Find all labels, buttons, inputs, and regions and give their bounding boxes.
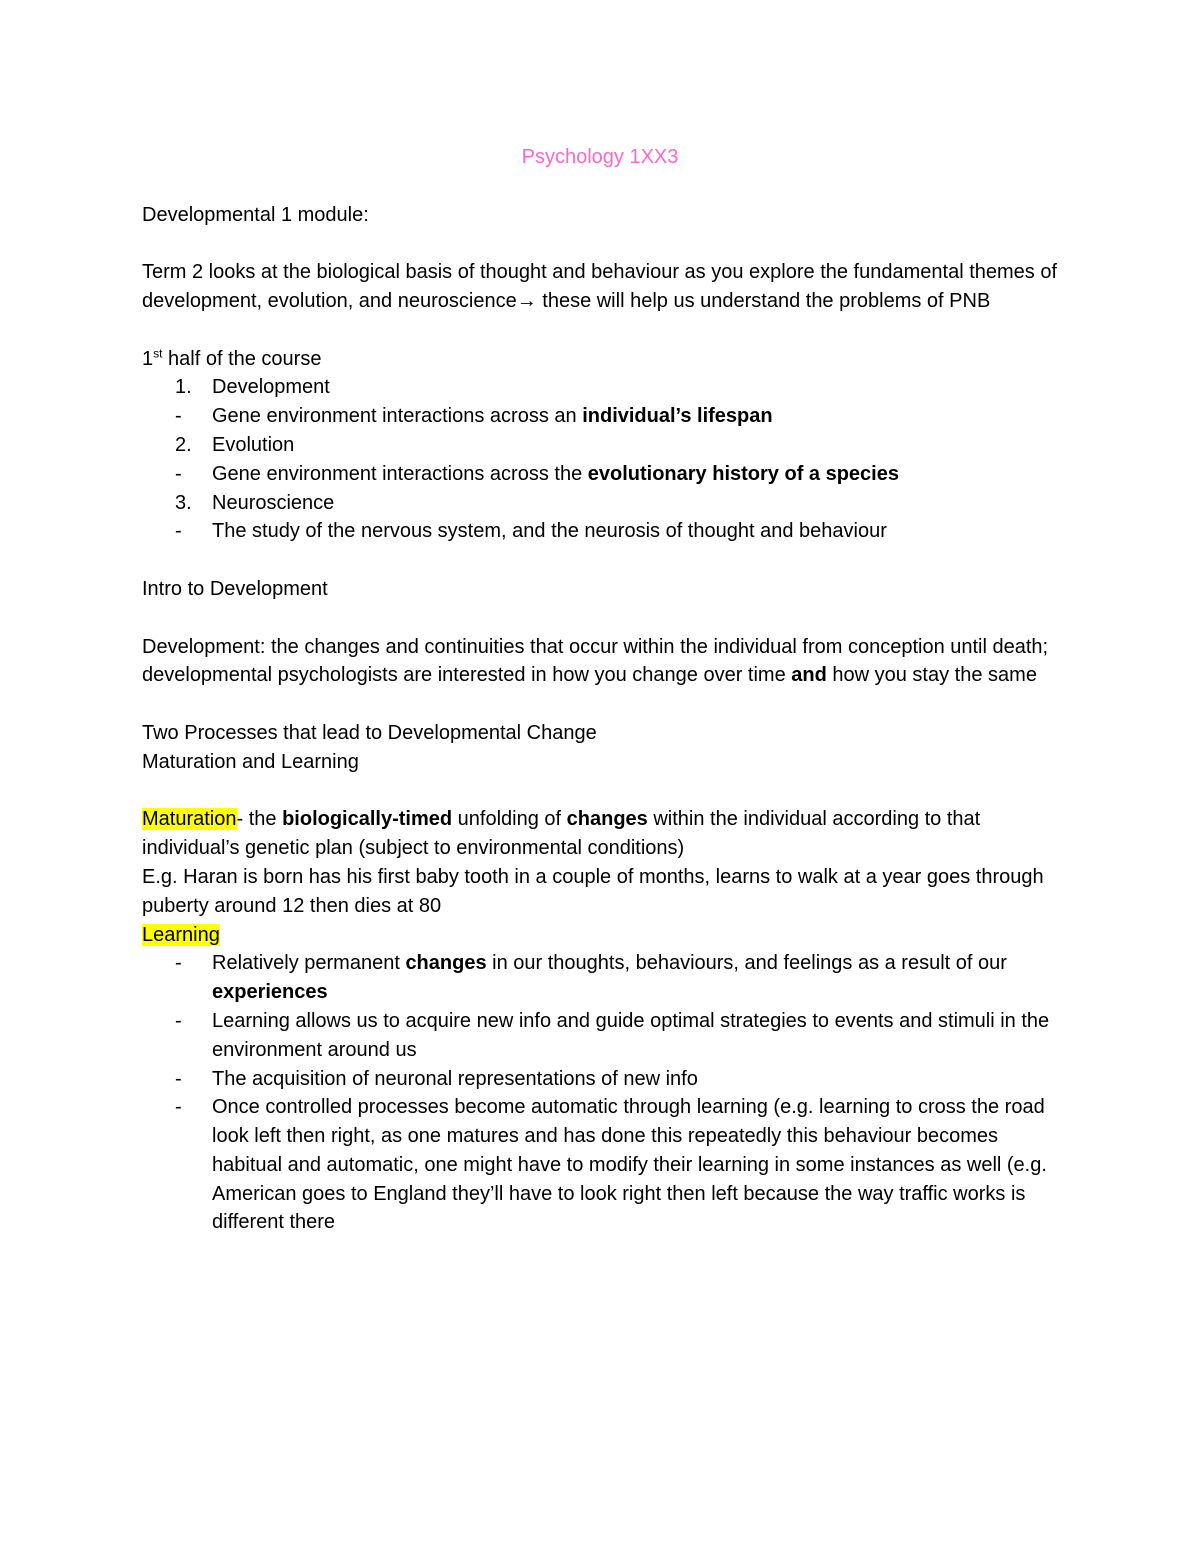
intro-heading: Intro to Development [142, 577, 328, 600]
learning-list [142, 949, 1072, 1237]
learning-term: Learning [142, 923, 220, 946]
list-item: - Learning allows us to acquire new info and guide optimal strategies to events and stimuli in the environment around us [175, 1009, 1050, 1061]
first-half-heading: 1st half of the course [142, 345, 322, 370]
document-body [142, 143, 1072, 1237]
maturation-learning-heading: Maturation and Learning [142, 750, 359, 773]
list-item: - Relatively permanent changes in our thoughts, behaviours, and feelings as a result of our experiences [175, 952, 1007, 1004]
list-item: 2. Evolution [175, 433, 295, 456]
course-outline-list [142, 373, 1072, 546]
list-item: - Gene environment interactions across the evolutionary history of a species [175, 462, 899, 485]
maturation-term: Maturation [142, 808, 237, 831]
term-intro-text: Term 2 looks at the biological basis of thought and behaviour as you explore the fundamental themes of development, evolution, and neuroscience [142, 261, 1058, 312]
list-item: - Gene environment interactions across an individual’s lifespan [175, 405, 773, 428]
two-processes-heading: Two Processes that lead to Developmental Change [142, 721, 597, 744]
list-item: - The study of the nervous system, and the neurosis of thought and behaviour [175, 520, 887, 543]
document-title: Psychology 1XX3 [521, 146, 679, 168]
maturation-definition: Maturation- the biologically-timed unfolding of changes within the individual according to that individual’s genetic plan (subject to environmental conditions) [142, 808, 981, 860]
list-item: 3. Neuroscience [175, 491, 335, 514]
list-item: - Once controlled processes become automatic through learning (e.g. learning to cross the road look left then right, as one matures and has done this repeatedly this behaviour becomes habitual and automatic, one might have to modify their learning in some instances as well (e.g. American goes to England they’ll have to look right then left because the way traffic works is different there [175, 1096, 1047, 1234]
learning-heading [142, 921, 1072, 950]
right-arrow-icon: → [516, 289, 537, 312]
term-intro-after-arrow: these will help us understand the problems of PNB [536, 289, 991, 312]
module-heading: Developmental 1 module: [142, 203, 369, 226]
maturation-example: E.g. Haran is born has his first baby tooth in a couple of months, learns to walk at a year goes through puberty around 12 then dies at 80 [142, 865, 1044, 917]
term-intro-paragraph [142, 258, 1072, 316]
list-item: 1. Development [175, 376, 330, 399]
list-item: - The acquisition of neuronal representations of new info [175, 1067, 698, 1090]
development-definition: Development: the changes and continuities that occur within the individual from conception until death; developmental psychologists are interested in how you change over time and how you stay the same [142, 635, 1049, 687]
